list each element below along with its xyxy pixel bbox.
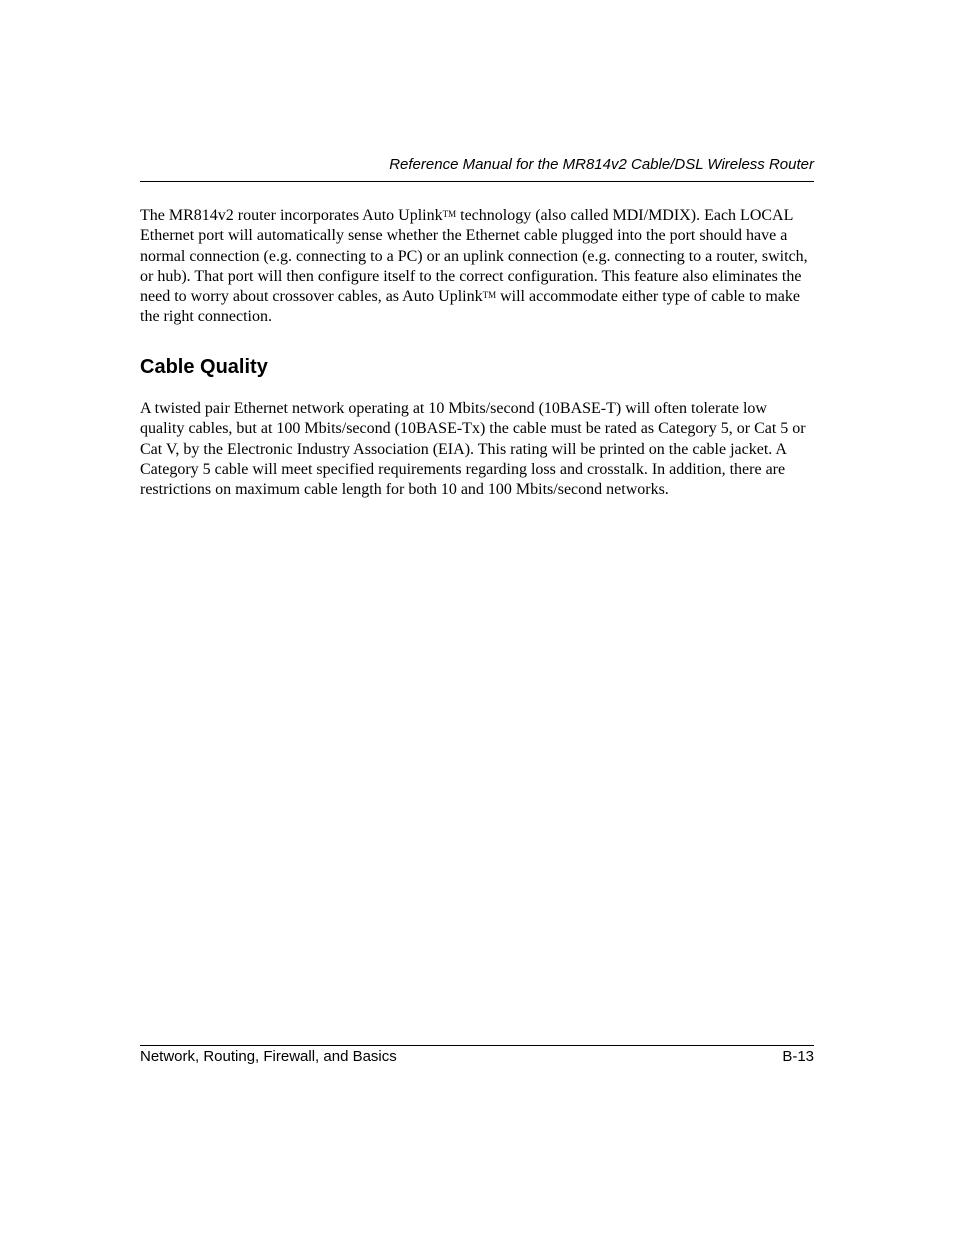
trademark-mark: TM <box>482 290 497 301</box>
running-header: Reference Manual for the MR814v2 Cable/DSL Wireless Router <box>389 156 814 173</box>
header-divider <box>140 181 814 182</box>
section-heading: Cable Quality <box>140 356 268 378</box>
auto-uplink-paragraph <box>140 206 814 328</box>
intro-text-2: technology (also called MDI/MDIX). Each LOCAL Ethernet port will automatically sense whether the Ethernet cable plugged into the port should have a normal connection (e.g. connecting to a PC) or an uplink connection (e.g. connecting to a router, switch, or hub). That port will then configure itself to the correct configuration. This feature also eliminates the need to worry about crossover cables, as Auto Uplink <box>140 207 808 306</box>
footer-chapter-title: Network, Routing, Firewall, and Basics <box>140 1048 397 1065</box>
intro-text-1: The MR814v2 router incorporates Auto Uplink <box>140 207 443 224</box>
cable-quality-paragraph: A twisted pair Ethernet network operating at 10 Mbits/second (10BASE-T) will often tolerate low quality cables, but at 100 Mbits/second (10BASE-Tx) the cable must be rated as Category 5, or Cat 5 or Cat V, by the Electronic Industry Association (EIA). This rating will be printed on the cable jacket. A Category 5 cable will meet specified requirements regarding loss and crosstalk. In addition, there are restrictions on maximum cable length for both 10 and 100 Mbits/second networks. <box>140 400 806 499</box>
page-number: B-13 <box>782 1048 814 1065</box>
intro-text-3: will accommodate either type of cable to make the right connection. <box>140 288 800 326</box>
trademark-mark: TM <box>442 208 457 219</box>
footer-divider <box>140 1045 814 1046</box>
